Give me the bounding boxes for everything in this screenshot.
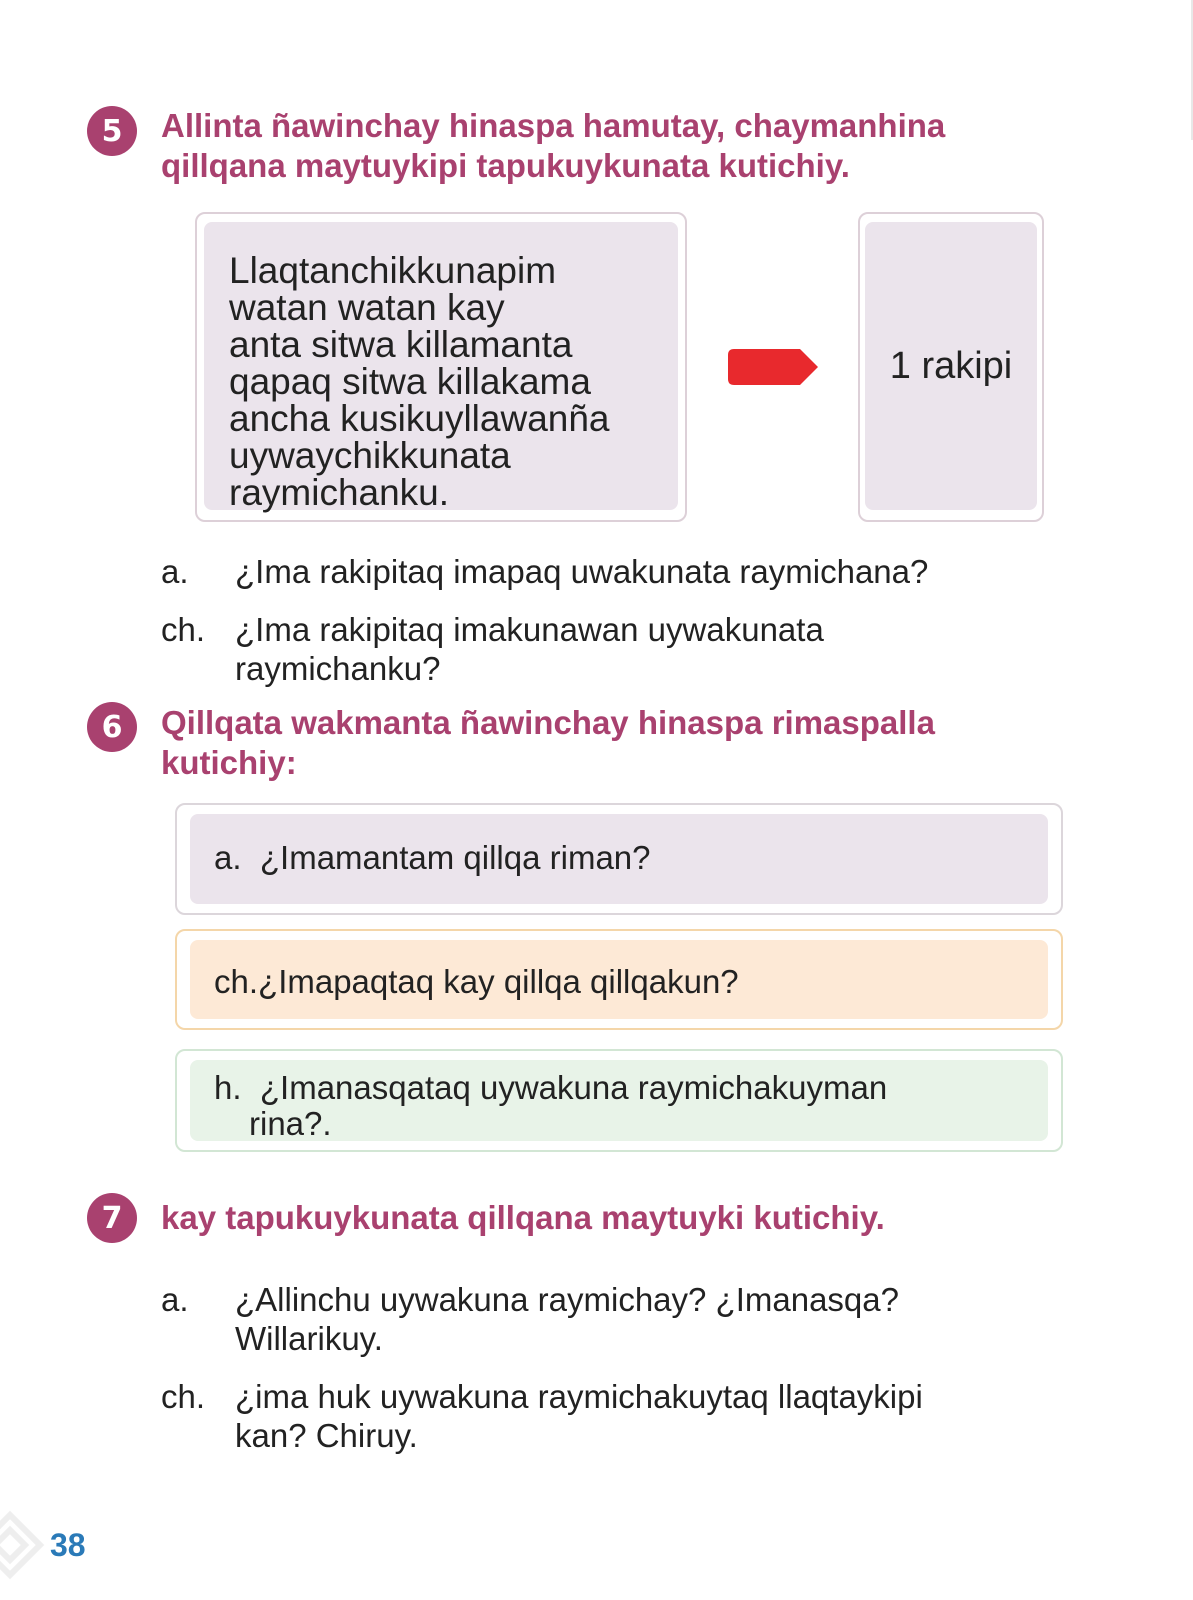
exercise-5-heading: [161, 106, 945, 186]
exercise-6-heading-line2: kutichiy:: [161, 744, 297, 781]
ex5-question-a-text: ¿Ima rakipitaq imapaq uwakunata raymichana?: [235, 553, 929, 590]
ex6-option-h-box: [175, 1049, 1063, 1152]
ex6-option-a-box: [175, 803, 1063, 915]
exercise-7-heading: kay tapukuykunata qillqana maytuyki kutichiy.: [161, 1199, 885, 1236]
arrow-right-icon: [728, 349, 818, 385]
ex6-option-h-letter: h.: [214, 1069, 242, 1106]
ex7-question-a-text: [235, 1280, 1095, 1358]
ex6-option-ch-text: ¿Imapaqtaq kay qillqa qillqakun?: [258, 963, 739, 1000]
answer-text: 1 rakipi: [889, 344, 1013, 387]
ex6-option-a-letter: a.: [214, 839, 242, 876]
ex6-option-ch-letter: ch.: [214, 963, 259, 1000]
ex7-question-ch-line1: ¿ima huk uywakuna raymichakuytaq llaqtaykipi: [235, 1378, 923, 1415]
ex5-question-ch-text: [235, 610, 1095, 688]
ex6-option-h-text: ¿Imanasqataq uywakuna raymichakuyman: [259, 1069, 888, 1106]
answer-box: [858, 212, 1044, 522]
passage-inner: [204, 222, 678, 513]
answer-inner: [865, 222, 1037, 510]
ex7-question-ch-text: [235, 1377, 1095, 1455]
ex6-option-ch-inner: [190, 940, 1048, 1019]
passage-text: Llaqtanchikkunapim watan watan kay anta sitwa killamanta qapaq sitwa killakama ancha kusikuyllawanña uywaychikkunata raymichanku.: [229, 250, 610, 513]
exercise-6-heading-line1: Qillqata wakmanta ñawinchay hinaspa rimaspalla: [161, 704, 935, 741]
ex6-option-a-inner: [190, 814, 1048, 904]
ex7-question-ch-line2: kan? Chiruy.: [235, 1417, 418, 1454]
ex5-question-ch-line1: ¿Ima rakipitaq imakunawan uywakunata: [235, 611, 824, 648]
ex5-question-ch-letter: ch.: [161, 611, 206, 648]
ex5-question-a-letter: a.: [161, 553, 189, 590]
exercise-5-badge: 5: [87, 106, 137, 156]
ex6-option-h-cont: rina?.: [249, 1105, 332, 1142]
passage-box: [195, 212, 687, 522]
ex7-question-a-letter: a.: [161, 1281, 189, 1318]
page-number: 38: [50, 1527, 86, 1563]
exercise-7-badge: 7: [87, 1193, 137, 1243]
ex5-question-ch-line2: raymichanku?: [235, 650, 441, 687]
ex7-question-a-line2: Willarikuy.: [235, 1320, 383, 1357]
ex7-question-ch-letter: ch.: [161, 1378, 206, 1415]
exercise-5-heading-line2: qillqana maytuykipi tapukuykunata kutichiy.: [161, 147, 850, 184]
ex6-option-h-inner: [190, 1060, 1048, 1141]
exercise-6-badge: 6: [87, 702, 137, 752]
ex6-option-a-text: ¿Imamantam qillqa riman?: [259, 839, 651, 876]
exercise-6-heading: [161, 703, 935, 783]
ex7-question-a-line1: ¿Allinchu uywakuna raymichay? ¿Imanasqa?: [235, 1281, 899, 1318]
exercise-5-heading-line1: Allinta ñawinchay hinaspa hamutay, chaymanhina: [161, 107, 946, 144]
ex6-option-ch-box: [175, 929, 1063, 1030]
